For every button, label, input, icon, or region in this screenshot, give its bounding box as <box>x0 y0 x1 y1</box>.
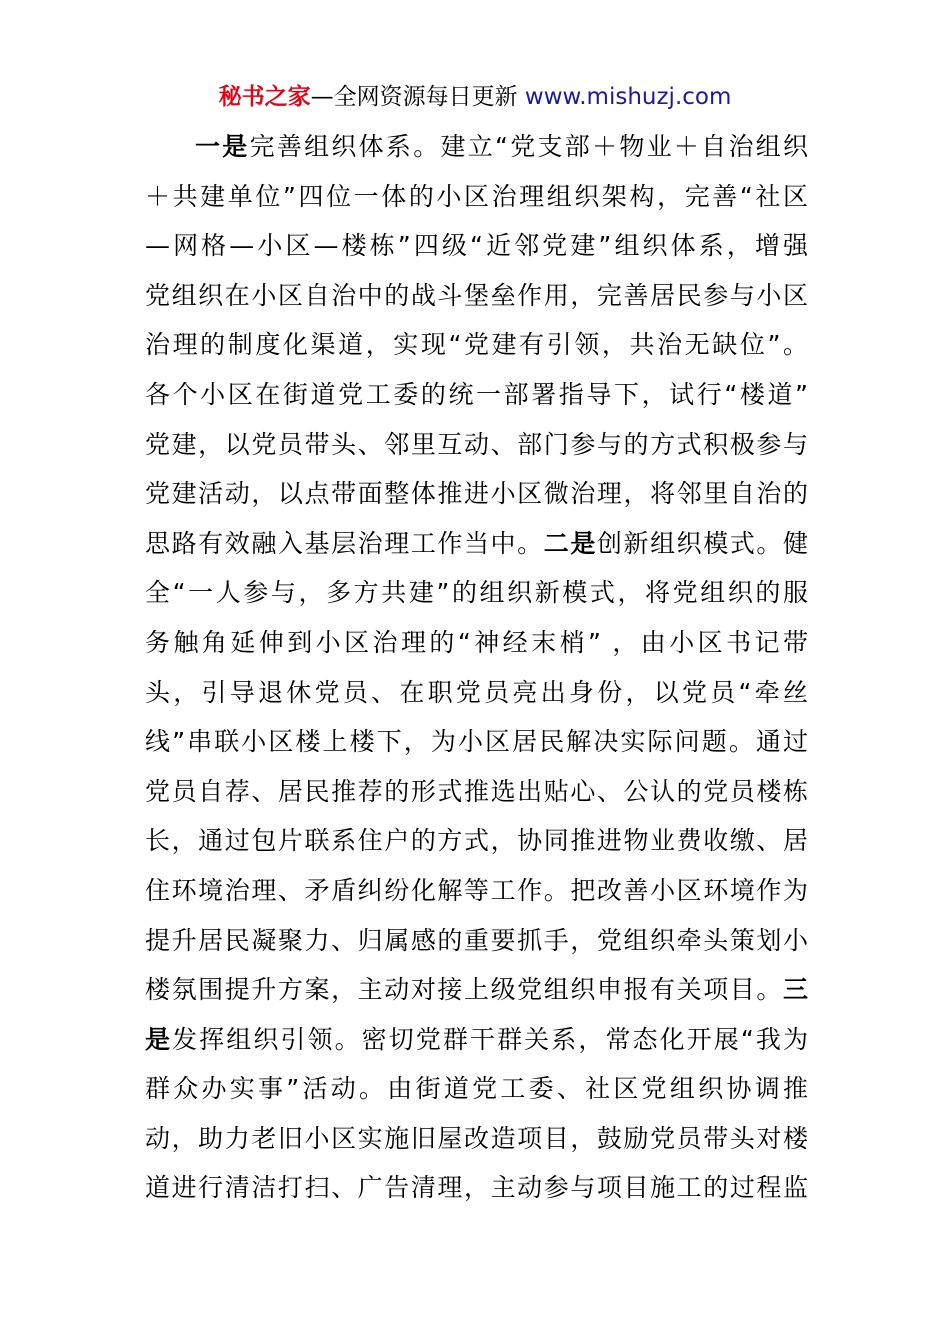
text-line <box>145 122 808 172</box>
site-tagline: —全网资源每日更新 <box>310 84 518 110</box>
line-text: 全“一人参与，多方共建”的组织新模式，将党组织的服 <box>145 578 808 608</box>
text-line <box>145 916 808 966</box>
line-text: 务触角延伸到小区治理的“神经末梢” ，由小区书记带 <box>145 627 808 657</box>
text-line <box>145 469 808 519</box>
text-line <box>145 519 808 569</box>
document-body <box>145 122 808 1213</box>
line-text: 头，引导退休党员、在职党员亮出身份，以党员“牵丝 <box>145 677 808 707</box>
site-url-link[interactable]: www.mishuzj.com <box>524 84 732 110</box>
text-line <box>145 221 808 271</box>
text-line <box>145 816 808 866</box>
bold-lead: 二是 <box>543 528 597 558</box>
text-line <box>145 1114 808 1164</box>
line-text: 住环境治理、矛盾纠纷化解等工作。把改善小区环境作为 <box>145 875 808 905</box>
line-text-after: 创新组织模式。健 <box>596 528 808 558</box>
site-header <box>0 82 950 112</box>
line-text: 思路有效融入基层治理工作当中。 <box>145 528 544 558</box>
line-text: 提升居民凝聚力、归属感的重要抓手，党组织牵头策划小 <box>145 925 808 955</box>
line-text: —网格—小区—楼栋”四级“近邻党建”组织体系，增强 <box>145 231 808 261</box>
line-text: 党建，以党员带头、邻里互动、部门参与的方式积极参与 <box>145 429 808 459</box>
line-text: 道进行清洁打扫、广告清理，主动参与项目施工的过程监 <box>145 1173 808 1203</box>
line-text: 各个小区在街道党工委的统一部署指导下，试行“楼道” <box>145 379 808 409</box>
text-line <box>145 618 808 668</box>
line-text: 长，通过包片联系住户的方式，协同推进物业费收缴、居 <box>145 826 808 856</box>
text-line <box>145 866 808 916</box>
line-text: 发挥组织引领。密切党群干群关系，常态化开展“我为 <box>172 1024 808 1054</box>
text-line <box>145 717 808 767</box>
line-text: 党建活动，以点带面整体推进小区微治理，将邻里自治的 <box>145 479 808 509</box>
line-text: 动，助力老旧小区实施旧屋改造项目，鼓励党员带头对楼 <box>145 1123 808 1153</box>
line-text: ＋共建单位”四位一体的小区治理组织架构，完善“社区 <box>145 181 808 211</box>
text-line <box>145 320 808 370</box>
site-brand: 秘书之家 <box>218 84 311 110</box>
line-text: 完善组织体系。建立“党支部＋物业＋自治组织 <box>249 132 808 161</box>
line-text: 党组织在小区自治中的战斗堡垒作用，完善居民参与小区 <box>145 280 808 310</box>
text-line <box>145 1064 808 1114</box>
bold-lead: 一是 <box>195 132 250 161</box>
text-line <box>145 370 808 420</box>
text-line <box>145 271 808 321</box>
line-text: 治理的制度化渠道，实现“党建有引领，共治无缺位”。 <box>145 330 808 360</box>
text-line <box>145 172 808 222</box>
line-text: 楼氛围提升方案，主动对接上级党组织申报有关项目。 <box>145 975 783 1005</box>
text-line <box>145 420 808 470</box>
line-text: 线”串联小区楼上楼下，为小区居民解决实际问题。通过 <box>145 727 808 757</box>
line-text: 群众办实事”活动。由街道党工委、社区党组织协调推 <box>145 1074 808 1104</box>
line-text: 党员自荐、居民推荐的形式推选出贴心、公认的党员楼栋 <box>145 776 808 806</box>
text-line <box>145 568 808 618</box>
text-line <box>145 767 808 817</box>
text-line <box>145 668 808 718</box>
text-line <box>145 1015 808 1065</box>
bold-lead: 是 <box>145 1024 173 1054</box>
text-line <box>145 965 808 1015</box>
text-line <box>145 1163 808 1213</box>
bold-lead: 三 <box>782 975 808 1005</box>
